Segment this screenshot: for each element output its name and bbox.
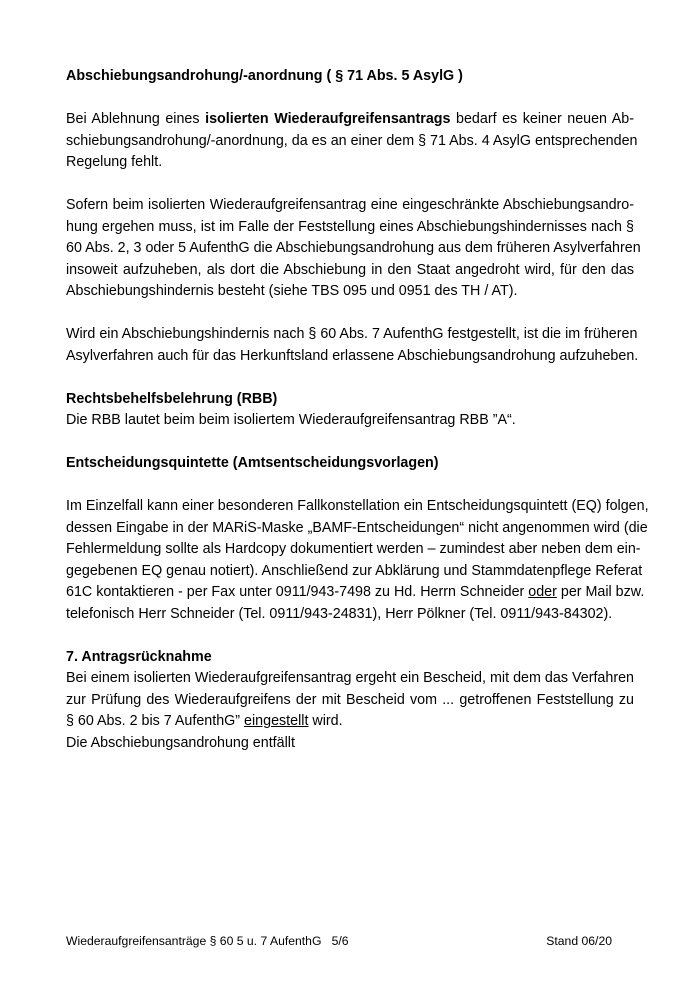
document-body (66, 66, 649, 754)
paragraph-line: Bei Ablehnung eines isolierten Wiederaufgreifensantrags bedarf es keiner neuen Ab- (66, 111, 635, 127)
paragraph-line: Regelung fehlt. (66, 154, 163, 170)
paragraph-line: 61C kontaktieren - per Fax unter 0911/943-7498 zu Hd. Herrn Schneider oder per Mail bzw. (66, 584, 645, 600)
paragraph-line: insoweit aufzuheben, als dort die Abschiebung in den Staat angedroht wird, für den das (66, 261, 634, 278)
paragraph-line: Im Einzelfall kann einer besonderen Fallkonstellation ein Entscheidungsquintett (EQ) folgen, (66, 498, 649, 514)
underlined-eingestellt: eingestellt (244, 713, 309, 729)
heading-entscheidungsquintette: Entscheidungsquintette (Amtsentscheidungsvorlagen) (66, 455, 439, 471)
footer-date: Stand 06/20 (546, 934, 612, 948)
paragraph-ablehnung (66, 109, 638, 174)
paragraph-line: Fehlermeldung sollte als Hardcopy dokumentiert werden – zumindest aber neben dem ein- (66, 541, 641, 557)
paragraph-eingeschraenkte-androhung (66, 195, 641, 303)
paragraph-rbb (66, 410, 634, 432)
paragraph-line: Abschiebungshindernis besteht (siehe TBS 095 und 0951 des TH / AT). (66, 283, 518, 299)
footer-title: Wiederaufgreifensanträge § 60 5 u. 7 AufenthG (66, 934, 322, 948)
paragraph-line: § 60 Abs. 2 bis 7 AufenthG” eingestellt wird. (66, 713, 343, 729)
paragraph-line: zur Prüfung des Wiederaufgreifens der mit Bescheid vom ... getroffenen Feststellung zu (66, 691, 634, 708)
paragraph-line: Bei einem isolierten Wiederaufgreifensantrag ergeht ein Bescheid, mit dem das Verfahren (66, 670, 634, 686)
paragraph-line: gegebenen EQ genau notiert). Anschließend zur Abklärung und Stammdatenpflege Referat (66, 562, 643, 579)
paragraph-line: Wird ein Abschiebungshindernis nach § 60 Abs. 7 AufenthG festgestellt, ist die im früheren (66, 326, 638, 342)
page-footer (66, 934, 612, 949)
heading-rechtsbehelfsbelehrung: Rechtsbehelfsbelehrung (RBB) (66, 390, 278, 407)
paragraph-line: Sofern beim isolierten Wiederaufgreifensantrag eine eingeschränkte Abschiebungsandro- (66, 197, 634, 213)
paragraph-line: 60 Abs. 2, 3 oder 5 AufenthG die Abschiebungsandrohung aus dem früheren Asylverfahren (66, 240, 641, 256)
footer-page-number: 5/6 (331, 934, 349, 948)
paragraph-line: Die RBB lautet beim beim isoliertem Wiederaufgreifensantrag RBB ”A“. (66, 412, 516, 428)
paragraph-einzelfall (66, 496, 649, 625)
paragraph-line: Die Abschiebungsandrohung entfällt (66, 734, 295, 751)
bold-term: isolierten Wiederaufgreifensantrags (205, 111, 451, 127)
paragraph-line: hung ergehen muss, ist im Falle der Feststellung eines Abschiebungshindernisses nach § (66, 218, 634, 235)
paragraph-ruecknahme (66, 668, 634, 754)
footer-left (66, 934, 349, 949)
heading-abschiebungsandrohung: Abschiebungsandrohung/-anordnung ( § 71 Abs. 5 AsylG ) (66, 68, 463, 84)
paragraph-abs7 (66, 324, 639, 367)
heading-antragsruecknahme: 7. Antragsrücknahme (66, 648, 212, 665)
paragraph-line: schiebungsandrohung/-anordnung, da es an einer dem § 71 Abs. 4 AsylG entsprechenden (66, 132, 638, 149)
underlined-oder: oder (528, 584, 557, 600)
paragraph-line: dessen Eingabe in der MARiS-Maske „BAMF-Entscheidungen“ nicht angenommen wird (die (66, 519, 648, 536)
paragraph-line: telefonisch Herr Schneider (Tel. 0911/943-24831), Herr Pölkner (Tel. 0911/943-84302). (66, 605, 613, 622)
paragraph-line: Asylverfahren auch für das Herkunftsland erlassene Abschiebungsandrohung aufzuheben. (66, 347, 639, 364)
